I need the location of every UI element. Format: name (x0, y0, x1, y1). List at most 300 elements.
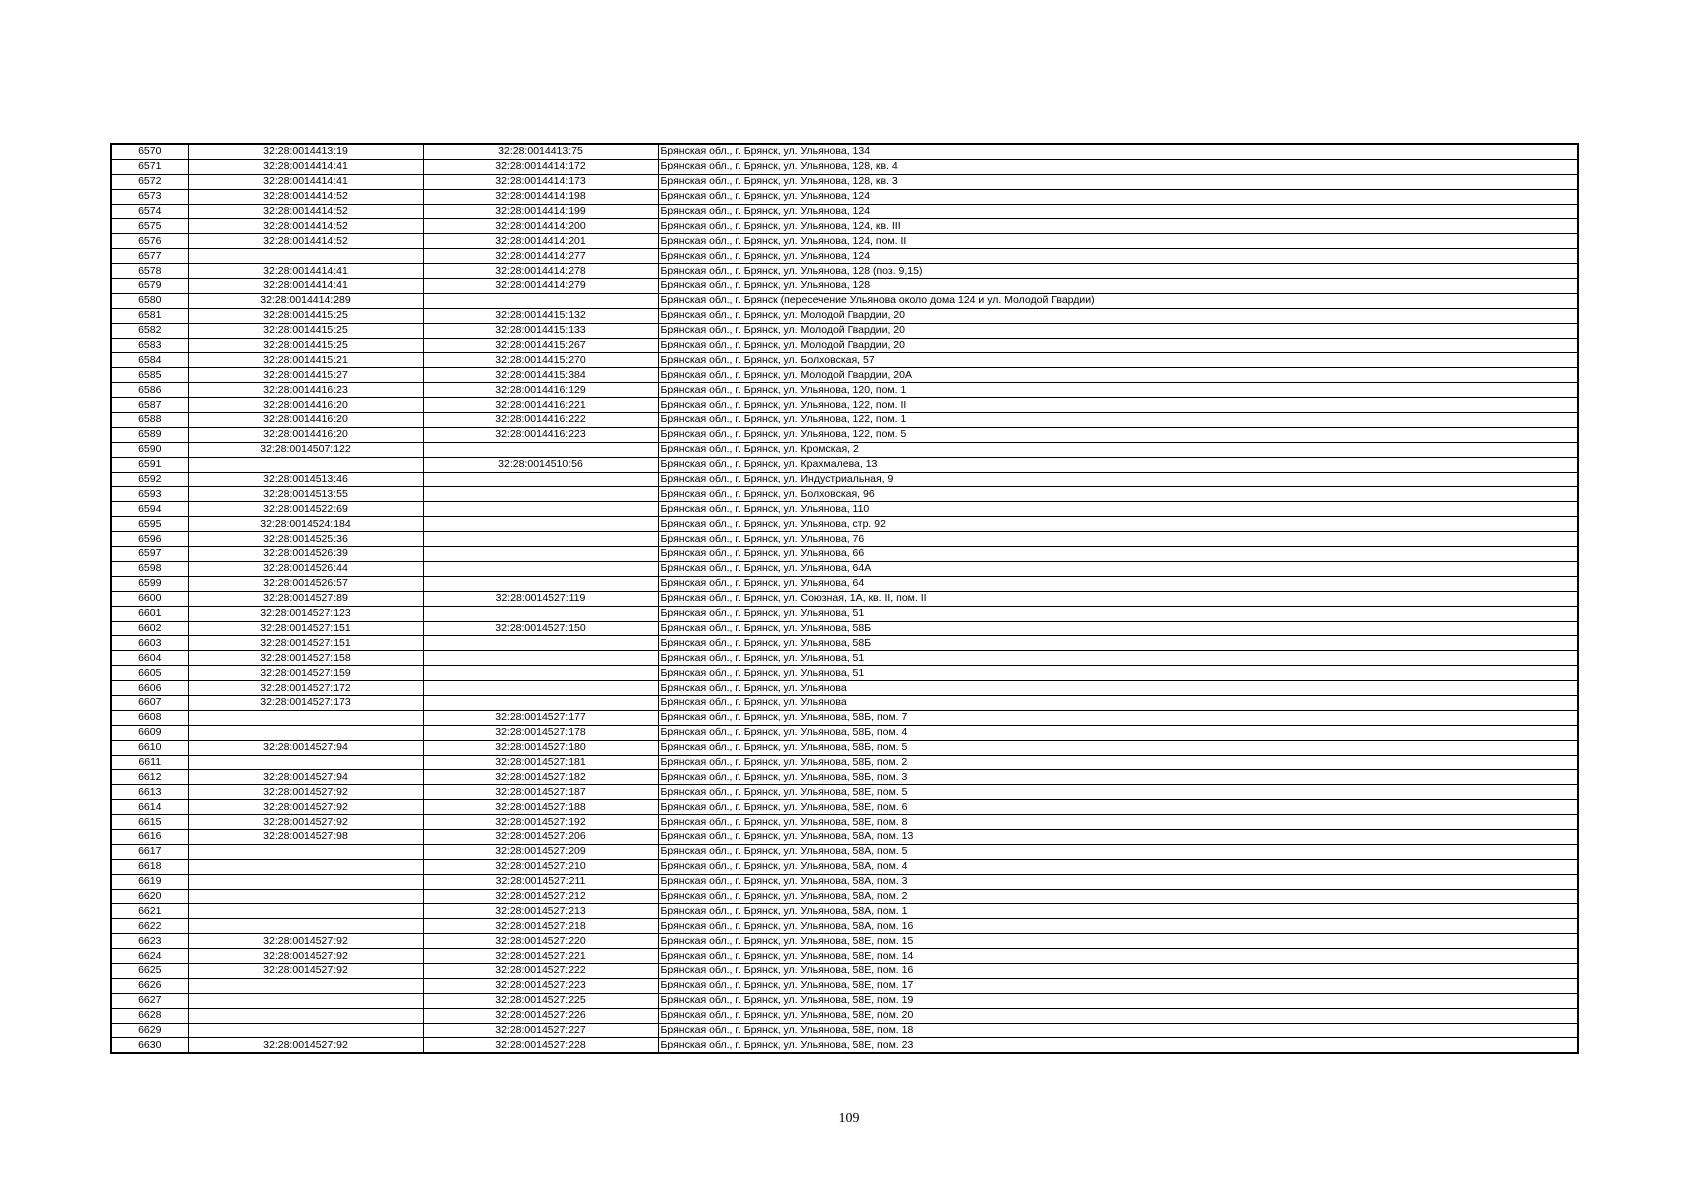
cadastral-number-parcel-cell: 32:28:0014527:92 (188, 963, 423, 978)
cadastral-number-object-cell (423, 636, 658, 651)
table-row (111, 323, 1578, 338)
address-cell: Брянская обл., г. Брянск, ул. Болховская, 96 (658, 487, 1578, 502)
address-cell: Брянская обл., г. Брянск, ул. Ульянова, 128 (658, 279, 1578, 294)
table-row (111, 383, 1578, 398)
cadastral-number-object-cell: 32:28:0014415:267 (423, 338, 658, 353)
address-cell: Брянская обл., г. Брянск, ул. Ульянова, 64 (658, 576, 1578, 591)
cadastral-number-parcel-cell (188, 1023, 423, 1038)
cadastral-number-parcel-cell (188, 889, 423, 904)
cadastral-number-object-cell: 32:28:0014527:206 (423, 829, 658, 844)
cadastral-number-parcel-cell (188, 1008, 423, 1023)
cadastral-number-parcel-cell: 32:28:0014507:122 (188, 442, 423, 457)
address-cell: Брянская обл., г. Брянск, ул. Ульянова, 122, пом. II (658, 398, 1578, 413)
cadastral-number-object-cell (423, 547, 658, 562)
row-number-cell: 6591 (111, 457, 188, 472)
cadastral-number-object-cell: 32:28:0014527:220 (423, 934, 658, 949)
address-cell: Брянская обл., г. Брянск, ул. Ульянова, стр. 92 (658, 517, 1578, 532)
cadastral-number-parcel-cell: 32:28:0014513:55 (188, 487, 423, 502)
row-number-cell: 6624 (111, 949, 188, 964)
cadastral-number-object-cell: 32:28:0014527:223 (423, 978, 658, 993)
cadastral-number-parcel-cell (188, 710, 423, 725)
cadastral-number-object-cell (423, 293, 658, 308)
row-number-cell: 6628 (111, 1008, 188, 1023)
table-row (111, 889, 1578, 904)
cadastral-number-object-cell: 32:28:0014527:210 (423, 859, 658, 874)
cadastral-number-parcel-cell (188, 755, 423, 770)
address-cell: Брянская обл., г. Брянск, ул. Ульянова, 58Е, пом. 16 (658, 963, 1578, 978)
address-cell: Брянская обл., г. Брянск, ул. Ульянова, 66 (658, 547, 1578, 562)
address-cell: Брянская обл., г. Брянск, ул. Ульянова, 58А, пом. 13 (658, 829, 1578, 844)
address-cell: Брянская обл., г. Брянск, ул. Болховская, 57 (658, 353, 1578, 368)
table-row (111, 234, 1578, 249)
cadastral-number-object-cell: 32:28:0014413:75 (423, 144, 658, 159)
table-row (111, 681, 1578, 696)
cadastral-number-object-cell: 32:28:0014527:192 (423, 815, 658, 830)
cadastral-number-object-cell (423, 561, 658, 576)
cadastral-number-parcel-cell: 32:28:0014527:92 (188, 934, 423, 949)
address-cell: Брянская обл., г. Брянск, ул. Ульянова, 128 (поз. 9,15) (658, 264, 1578, 279)
table-row (111, 621, 1578, 636)
row-number-cell: 6596 (111, 532, 188, 547)
row-number-cell: 6610 (111, 740, 188, 755)
row-number-cell: 6586 (111, 383, 188, 398)
row-number-cell: 6597 (111, 547, 188, 562)
row-number-cell: 6614 (111, 800, 188, 815)
cadastral-number-parcel-cell (188, 874, 423, 889)
address-cell: Брянская обл., г. Брянск, ул. Ульянова, 64А (658, 561, 1578, 576)
cadastral-number-parcel-cell: 32:28:0014527:92 (188, 800, 423, 815)
cadastral-number-parcel-cell (188, 859, 423, 874)
table-row (111, 725, 1578, 740)
cadastral-number-object-cell: 32:28:0014527:221 (423, 949, 658, 964)
cadastral-number-parcel-cell: 32:28:0014414:52 (188, 219, 423, 234)
address-cell: Брянская обл., г. Брянск, ул. Ульянова, 110 (658, 502, 1578, 517)
row-number-cell: 6613 (111, 785, 188, 800)
table-row (111, 785, 1578, 800)
address-cell: Брянская обл., г. Брянск, ул. Ульянова, 58А, пом. 5 (658, 844, 1578, 859)
row-number-cell: 6605 (111, 666, 188, 681)
cadastral-number-parcel-cell: 32:28:0014414:52 (188, 234, 423, 249)
cadastral-number-object-cell: 32:28:0014527:228 (423, 1038, 658, 1053)
cadastral-number-parcel-cell: 32:28:0014414:41 (188, 174, 423, 189)
address-cell: Брянская обл., г. Брянск, ул. Ульянова, 58Б (658, 621, 1578, 636)
cadastral-number-object-cell (423, 695, 658, 710)
address-cell: Брянская обл., г. Брянск, ул. Ульянова, 58Б (658, 636, 1578, 651)
cadastral-number-parcel-cell: 32:28:0014527:123 (188, 606, 423, 621)
table-row (111, 591, 1578, 606)
table-row (111, 695, 1578, 710)
table-row (111, 189, 1578, 204)
row-number-cell: 6608 (111, 710, 188, 725)
row-number-cell: 6602 (111, 621, 188, 636)
row-number-cell: 6571 (111, 159, 188, 174)
address-cell: Брянская обл., г. Брянск, ул. Ульянова, 122, пом. 5 (658, 427, 1578, 442)
address-cell: Брянская обл., г. Брянск, ул. Молодой Гвардии, 20 (658, 338, 1578, 353)
cadastral-number-object-cell: 32:28:0014527:226 (423, 1008, 658, 1023)
cadastral-number-object-cell: 32:28:0014416:222 (423, 413, 658, 428)
address-cell: Брянская обл., г. Брянск, ул. Ульянова, 128, кв. 4 (658, 159, 1578, 174)
table-row (111, 159, 1578, 174)
cadastral-number-object-cell: 32:28:0014414:198 (423, 189, 658, 204)
cadastral-number-parcel-cell: 32:28:0014527:89 (188, 591, 423, 606)
cadastral-number-object-cell (423, 576, 658, 591)
row-number-cell: 6594 (111, 502, 188, 517)
cadastral-number-object-cell (423, 681, 658, 696)
cadastral-number-object-cell: 32:28:0014527:181 (423, 755, 658, 770)
table-row (111, 427, 1578, 442)
address-cell: Брянская обл., г. Брянск, ул. Ульянова, 120, пом. 1 (658, 383, 1578, 398)
cadastral-number-parcel-cell: 32:28:0014416:20 (188, 398, 423, 413)
cadastral-number-object-cell: 32:28:0014527:180 (423, 740, 658, 755)
cadastral-number-parcel-cell: 32:28:0014415:25 (188, 338, 423, 353)
table-row (111, 547, 1578, 562)
row-number-cell: 6601 (111, 606, 188, 621)
row-number-cell: 6575 (111, 219, 188, 234)
cadastral-number-object-cell (423, 666, 658, 681)
table-body (111, 144, 1578, 1053)
cadastral-number-object-cell (423, 442, 658, 457)
row-number-cell: 6617 (111, 844, 188, 859)
cadastral-number-object-cell: 32:28:0014527:213 (423, 904, 658, 919)
cadastral-number-parcel-cell: 32:28:0014522:69 (188, 502, 423, 517)
table-row (111, 204, 1578, 219)
table-row (111, 398, 1578, 413)
cadastral-number-parcel-cell (188, 993, 423, 1008)
cadastral-number-parcel-cell: 32:28:0014526:44 (188, 561, 423, 576)
table-row (111, 293, 1578, 308)
table-row (111, 338, 1578, 353)
address-cell: Брянская обл., г. Брянск, ул. Кромская, 2 (658, 442, 1578, 457)
table-row (111, 487, 1578, 502)
cadastral-number-parcel-cell: 32:28:0014527:158 (188, 651, 423, 666)
table-row (111, 144, 1578, 159)
table-row (111, 963, 1578, 978)
cadastral-number-object-cell: 32:28:0014527:222 (423, 963, 658, 978)
address-cell: Брянская обл., г. Брянск, ул. Ульянова, 58Б, пом. 5 (658, 740, 1578, 755)
cadastral-number-object-cell: 32:28:0014527:211 (423, 874, 658, 889)
row-number-cell: 6609 (111, 725, 188, 740)
row-number-cell: 6618 (111, 859, 188, 874)
cadastral-number-parcel-cell: 32:28:0014414:41 (188, 264, 423, 279)
page-number: 109 (838, 1111, 860, 1126)
table-row (111, 978, 1578, 993)
cadastral-number-parcel-cell: 32:28:0014415:25 (188, 308, 423, 323)
row-number-cell: 6619 (111, 874, 188, 889)
cadastral-number-parcel-cell: 32:28:0014525:36 (188, 532, 423, 547)
row-number-cell: 6604 (111, 651, 188, 666)
address-cell: Брянская обл., г. Брянск, ул. Ульянова, 122, пом. 1 (658, 413, 1578, 428)
row-number-cell: 6572 (111, 174, 188, 189)
cadastral-number-object-cell: 32:28:0014416:129 (423, 383, 658, 398)
row-number-cell: 6616 (111, 829, 188, 844)
cadastral-number-object-cell: 32:28:0014527:187 (423, 785, 658, 800)
table-row (111, 517, 1578, 532)
table-row (111, 279, 1578, 294)
address-cell: Брянская обл., г. Брянск, ул. Ульянова (658, 695, 1578, 710)
address-cell: Брянская обл., г. Брянск, ул. Ульянова, 128, кв. 3 (658, 174, 1578, 189)
address-cell: Брянская обл., г. Брянск, ул. Ульянова, 58Е, пом. 23 (658, 1038, 1578, 1053)
cadastral-number-object-cell: 32:28:0014527:218 (423, 919, 658, 934)
address-cell: Брянская обл., г. Брянск, ул. Ульянова, 58Б, пом. 4 (658, 725, 1578, 740)
cadastral-number-parcel-cell: 32:28:0014527:98 (188, 829, 423, 844)
cadastral-number-object-cell: 32:28:0014527:225 (423, 993, 658, 1008)
row-number-cell: 6612 (111, 770, 188, 785)
cadastral-number-object-cell: 32:28:0014415:132 (423, 308, 658, 323)
address-cell: Брянская обл., г. Брянск, ул. Ульянова, 58А, пом. 16 (658, 919, 1578, 934)
cadastral-number-object-cell: 32:28:0014527:209 (423, 844, 658, 859)
address-cell: Брянская обл., г. Брянск, ул. Ульянова (658, 681, 1578, 696)
cadastral-number-object-cell: 32:28:0014527:182 (423, 770, 658, 785)
row-number-cell: 6570 (111, 144, 188, 159)
cadastral-number-parcel-cell: 32:28:0014526:39 (188, 547, 423, 562)
table-row (111, 606, 1578, 621)
cadastral-number-parcel-cell (188, 249, 423, 264)
address-cell: Брянская обл., г. Брянск, ул. Ульянова, 58Е, пом. 5 (658, 785, 1578, 800)
address-cell: Брянская обл., г. Брянск, ул. Молодой Гвардии, 20А (658, 368, 1578, 383)
table-row (111, 904, 1578, 919)
cadastral-number-parcel-cell: 32:28:0014527:92 (188, 785, 423, 800)
table-row (111, 1038, 1578, 1053)
row-number-cell: 6623 (111, 934, 188, 949)
table-row (111, 859, 1578, 874)
cadastral-number-parcel-cell: 32:28:0014416:20 (188, 427, 423, 442)
cadastral-number-parcel-cell: 32:28:0014513:46 (188, 472, 423, 487)
cadastral-number-object-cell (423, 487, 658, 502)
cadastral-number-parcel-cell: 32:28:0014414:52 (188, 189, 423, 204)
row-number-cell: 6589 (111, 427, 188, 442)
row-number-cell: 6580 (111, 293, 188, 308)
address-cell: Брянская обл., г. Брянск, ул. Ульянова, 58А, пом. 4 (658, 859, 1578, 874)
row-number-cell: 6622 (111, 919, 188, 934)
table-row (111, 755, 1578, 770)
row-number-cell: 6574 (111, 204, 188, 219)
table-row (111, 368, 1578, 383)
cadastral-number-object-cell (423, 651, 658, 666)
cadastral-number-parcel-cell (188, 978, 423, 993)
table-row (111, 919, 1578, 934)
row-number-cell: 6581 (111, 308, 188, 323)
address-cell: Брянская обл., г. Брянск, ул. Ульянова, 58Е, пом. 8 (658, 815, 1578, 830)
row-number-cell: 6626 (111, 978, 188, 993)
address-cell: Брянская обл., г. Брянск, ул. Ульянова, 51 (658, 606, 1578, 621)
table-row (111, 800, 1578, 815)
cadastral-table (110, 143, 1579, 1054)
cadastral-number-object-cell: 32:28:0014415:270 (423, 353, 658, 368)
address-cell: Брянская обл., г. Брянск, ул. Ульянова, 124, пом. II (658, 234, 1578, 249)
address-cell: Брянская обл., г. Брянск, ул. Ульянова, 58А, пом. 2 (658, 889, 1578, 904)
row-number-cell: 6582 (111, 323, 188, 338)
table-row (111, 770, 1578, 785)
cadastral-number-object-cell: 32:28:0014527:119 (423, 591, 658, 606)
cadastral-number-parcel-cell: 32:28:0014414:52 (188, 204, 423, 219)
address-cell: Брянская обл., г. Брянск, ул. Ульянова, 58Е, пом. 6 (658, 800, 1578, 815)
cadastral-number-parcel-cell (188, 919, 423, 934)
table-row (111, 874, 1578, 889)
address-cell: Брянская обл., г. Брянск, ул. Ульянова, 51 (658, 666, 1578, 681)
row-number-cell: 6576 (111, 234, 188, 249)
address-cell: Брянская обл., г. Брянск, ул. Молодой Гвардии, 20 (658, 308, 1578, 323)
table-row (111, 308, 1578, 323)
cadastral-number-parcel-cell: 32:28:0014415:25 (188, 323, 423, 338)
cadastral-number-object-cell: 32:28:0014414:279 (423, 279, 658, 294)
cadastral-number-parcel-cell: 32:28:0014415:27 (188, 368, 423, 383)
table-row (111, 829, 1578, 844)
table-row (111, 949, 1578, 964)
row-number-cell: 6585 (111, 368, 188, 383)
cadastral-number-object-cell (423, 472, 658, 487)
cadastral-number-parcel-cell (188, 844, 423, 859)
table-row (111, 174, 1578, 189)
table-row (111, 740, 1578, 755)
address-cell: Брянская обл., г. Брянск, ул. Крахмалева, 13 (658, 457, 1578, 472)
cadastral-number-parcel-cell: 32:28:0014527:92 (188, 1038, 423, 1053)
table-row (111, 353, 1578, 368)
cadastral-number-object-cell: 32:28:0014527:212 (423, 889, 658, 904)
cadastral-number-object-cell: 32:28:0014414:200 (423, 219, 658, 234)
row-number-cell: 6588 (111, 413, 188, 428)
address-cell: Брянская обл., г. Брянск, ул. Ульянова, 58Е, пом. 19 (658, 993, 1578, 1008)
row-number-cell: 6606 (111, 681, 188, 696)
row-number-cell: 6599 (111, 576, 188, 591)
address-cell: Брянская обл., г. Брянск, ул. Индустриальная, 9 (658, 472, 1578, 487)
cadastral-number-parcel-cell: 32:28:0014416:23 (188, 383, 423, 398)
table-row (111, 934, 1578, 949)
cadastral-number-parcel-cell: 32:28:0014527:92 (188, 949, 423, 964)
table-row (111, 636, 1578, 651)
address-cell: Брянская обл., г. Брянск, ул. Ульянова, 58Е, пом. 18 (658, 1023, 1578, 1038)
row-number-cell: 6600 (111, 591, 188, 606)
cadastral-number-object-cell: 32:28:0014527:150 (423, 621, 658, 636)
row-number-cell: 6583 (111, 338, 188, 353)
address-cell: Брянская обл., г. Брянск, ул. Ульянова, 58А, пом. 3 (658, 874, 1578, 889)
table-row (111, 532, 1578, 547)
cadastral-number-parcel-cell (188, 904, 423, 919)
row-number-cell: 6584 (111, 353, 188, 368)
cadastral-number-object-cell (423, 517, 658, 532)
cadastral-number-object-cell (423, 532, 658, 547)
cadastral-number-object-cell: 32:28:0014416:223 (423, 427, 658, 442)
cadastral-number-parcel-cell: 32:28:0014414:289 (188, 293, 423, 308)
cadastral-number-parcel-cell: 32:28:0014416:20 (188, 413, 423, 428)
row-number-cell: 6592 (111, 472, 188, 487)
row-number-cell: 6621 (111, 904, 188, 919)
table-row (111, 442, 1578, 457)
address-cell: Брянская обл., г. Брянск, ул. Ульянова, 124, кв. III (658, 219, 1578, 234)
address-cell: Брянская обл., г. Брянск, ул. Ульянова, 58Е, пом. 20 (658, 1008, 1578, 1023)
table-row (111, 561, 1578, 576)
cadastral-number-parcel-cell: 32:28:0014414:41 (188, 279, 423, 294)
row-number-cell: 6620 (111, 889, 188, 904)
address-cell: Брянская обл., г. Брянск, ул. Ульянова, 124 (658, 189, 1578, 204)
cadastral-number-object-cell: 32:28:0014414:201 (423, 234, 658, 249)
cadastral-number-object-cell: 32:28:0014414:172 (423, 159, 658, 174)
row-number-cell: 6593 (111, 487, 188, 502)
table-row (111, 502, 1578, 517)
address-cell: Брянская обл., г. Брянск, ул. Молодой Гвардии, 20 (658, 323, 1578, 338)
address-cell: Брянская обл., г. Брянск, ул. Ульянова, 58Б, пом. 3 (658, 770, 1578, 785)
row-number-cell: 6587 (111, 398, 188, 413)
cadastral-number-object-cell: 32:28:0014527:227 (423, 1023, 658, 1038)
table-row (111, 651, 1578, 666)
cadastral-number-object-cell: 32:28:0014414:277 (423, 249, 658, 264)
address-cell: Брянская обл., г. Брянск, ул. Ульянова, 134 (658, 144, 1578, 159)
cadastral-number-object-cell: 32:28:0014414:173 (423, 174, 658, 189)
address-cell: Брянская обл., г. Брянск, ул. Союзная, 1А, кв. II, пом. II (658, 591, 1578, 606)
row-number-cell: 6578 (111, 264, 188, 279)
address-cell: Брянская обл., г. Брянск, ул. Ульянова, 58Е, пом. 14 (658, 949, 1578, 964)
cadastral-number-parcel-cell: 32:28:0014527:173 (188, 695, 423, 710)
cadastral-number-object-cell (423, 606, 658, 621)
table-row (111, 815, 1578, 830)
cadastral-number-parcel-cell: 32:28:0014527:172 (188, 681, 423, 696)
cadastral-number-parcel-cell: 32:28:0014527:151 (188, 621, 423, 636)
address-cell: Брянская обл., г. Брянск, ул. Ульянова, 124 (658, 204, 1578, 219)
row-number-cell: 6590 (111, 442, 188, 457)
cadastral-number-parcel-cell: 32:28:0014415:21 (188, 353, 423, 368)
address-cell: Брянская обл., г. Брянск, ул. Ульянова, 76 (658, 532, 1578, 547)
cadastral-number-parcel-cell (188, 457, 423, 472)
address-cell: Брянская обл., г. Брянск, ул. Ульянова, 51 (658, 651, 1578, 666)
cadastral-number-object-cell: 32:28:0014415:133 (423, 323, 658, 338)
cadastral-number-parcel-cell: 32:28:0014413:19 (188, 144, 423, 159)
cadastral-number-object-cell: 32:28:0014527:178 (423, 725, 658, 740)
table-row (111, 249, 1578, 264)
cadastral-number-parcel-cell: 32:28:0014527:94 (188, 740, 423, 755)
row-number-cell: 6595 (111, 517, 188, 532)
table-row (111, 1008, 1578, 1023)
row-number-cell: 6607 (111, 695, 188, 710)
cadastral-number-parcel-cell: 32:28:0014524:184 (188, 517, 423, 532)
cadastral-number-object-cell: 32:28:0014527:177 (423, 710, 658, 725)
cadastral-number-parcel-cell: 32:28:0014526:57 (188, 576, 423, 591)
table-row (111, 219, 1578, 234)
row-number-cell: 6627 (111, 993, 188, 1008)
cadastral-number-object-cell: 32:28:0014414:278 (423, 264, 658, 279)
table-row (111, 457, 1578, 472)
cadastral-number-parcel-cell: 32:28:0014527:92 (188, 815, 423, 830)
cadastral-number-object-cell (423, 502, 658, 517)
cadastral-number-object-cell: 32:28:0014415:384 (423, 368, 658, 383)
cadastral-number-object-cell: 32:28:0014416:221 (423, 398, 658, 413)
row-number-cell: 6629 (111, 1023, 188, 1038)
table-row (111, 844, 1578, 859)
cadastral-number-object-cell: 32:28:0014414:199 (423, 204, 658, 219)
row-number-cell: 6625 (111, 963, 188, 978)
cadastral-number-object-cell: 32:28:0014527:188 (423, 800, 658, 815)
table-row (111, 264, 1578, 279)
address-cell: Брянская обл., г. Брянск, ул. Ульянова, 58Е, пом. 15 (658, 934, 1578, 949)
row-number-cell: 6630 (111, 1038, 188, 1053)
address-cell: Брянская обл., г. Брянск, ул. Ульянова, 124 (658, 249, 1578, 264)
row-number-cell: 6598 (111, 561, 188, 576)
table-row (111, 472, 1578, 487)
address-cell: Брянская обл., г. Брянск, ул. Ульянова, 58Е, пом. 17 (658, 978, 1578, 993)
address-cell: Брянская обл., г. Брянск, ул. Ульянова, 58А, пом. 1 (658, 904, 1578, 919)
table-row (111, 576, 1578, 591)
row-number-cell: 6573 (111, 189, 188, 204)
row-number-cell: 6603 (111, 636, 188, 651)
cadastral-number-parcel-cell (188, 725, 423, 740)
row-number-cell: 6611 (111, 755, 188, 770)
row-number-cell: 6577 (111, 249, 188, 264)
cadastral-number-object-cell: 32:28:0014510:56 (423, 457, 658, 472)
cadastral-number-parcel-cell: 32:28:0014527:151 (188, 636, 423, 651)
address-cell: Брянская обл., г. Брянск, ул. Ульянова, 58Б, пом. 7 (658, 710, 1578, 725)
table-row (111, 666, 1578, 681)
cadastral-number-parcel-cell: 32:28:0014527:159 (188, 666, 423, 681)
cadastral-number-parcel-cell: 32:28:0014414:41 (188, 159, 423, 174)
row-number-cell: 6579 (111, 279, 188, 294)
